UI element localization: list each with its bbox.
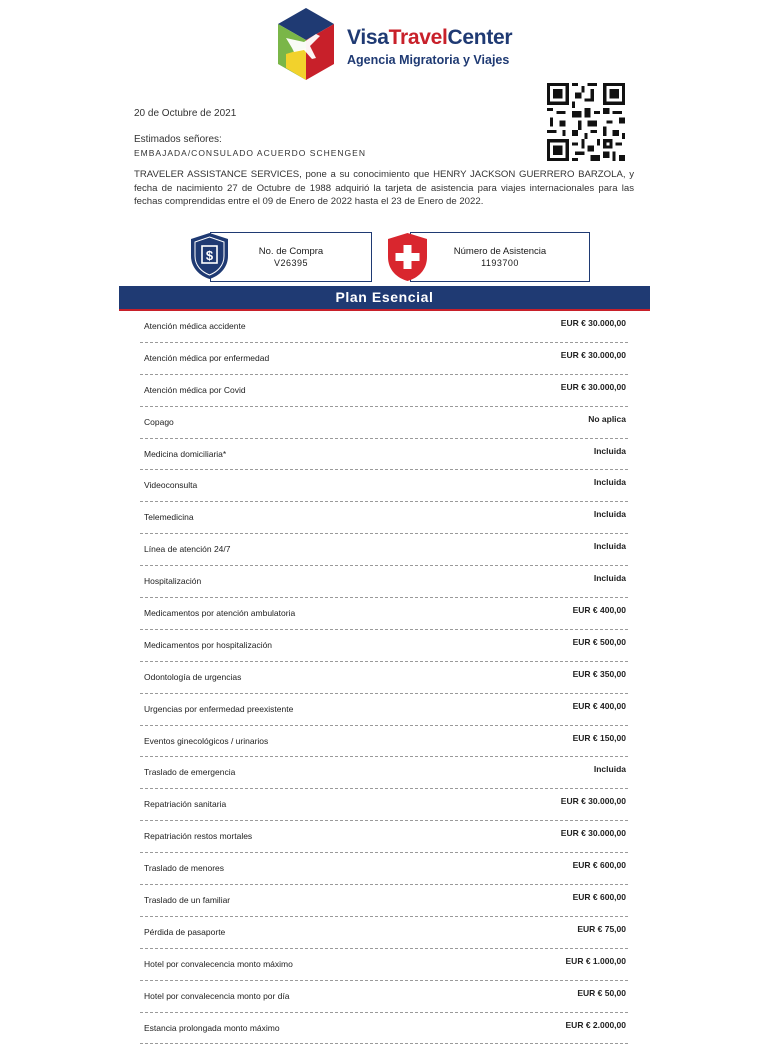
coverage-label: Telemedicina	[144, 512, 194, 523]
coverage-value: EUR € 600,00	[572, 860, 626, 871]
medical-cross-shield-icon	[386, 232, 429, 282]
coverage-row	[140, 757, 628, 789]
coverage-value: No aplica	[588, 413, 626, 424]
coverage-label: Medicamentos por hospitalización	[144, 639, 273, 650]
company-logo	[276, 8, 513, 82]
coverage-label: Odontología de urgencias	[144, 671, 242, 682]
coverage-row	[140, 470, 628, 502]
coverage-label: Hotel por convalecencia monto máximo	[144, 958, 293, 969]
coverage-row	[140, 566, 628, 598]
coverage-row	[140, 502, 628, 534]
letter-recipient: EMBAJADA/CONSULADO ACUERDO SCHENGEN	[134, 148, 366, 158]
brand-name: VisaTravelCenter	[347, 26, 513, 49]
coverage-row	[140, 1013, 628, 1044]
purchase-number-box	[210, 232, 372, 282]
coverage-value: EUR € 75,00	[577, 923, 626, 934]
coverage-value: EUR € 2.000,00	[565, 1019, 626, 1030]
coverage-value: EUR € 30.000,00	[560, 381, 626, 392]
coverage-label: Traslado de menores	[144, 863, 225, 874]
coverage-row	[140, 630, 628, 662]
coverage-label: Traslado de un familiar	[144, 895, 231, 906]
purchase-number-value: V26395	[273, 258, 309, 268]
svg-text:$: $	[205, 248, 214, 263]
coverage-row	[140, 311, 628, 343]
coverage-label: Atención médica por Covid	[144, 384, 246, 395]
coverage-value: EUR € 30.000,00	[560, 796, 626, 807]
coverage-label: Videoconsulta	[144, 480, 198, 491]
coverage-row	[140, 885, 628, 917]
coverage-row	[140, 853, 628, 885]
coverage-value: EUR € 150,00	[572, 732, 626, 743]
letter-greeting: Estimados señores:	[134, 134, 222, 145]
coverage-label: Medicina domiciliaria*	[144, 448, 227, 459]
coverage-label: Urgencias por enfermedad preexistente	[144, 703, 294, 714]
qr-code-icon	[547, 83, 625, 161]
coverage-label: Pérdida de pasaporte	[144, 926, 226, 937]
coverage-value: EUR € 1.000,00	[565, 955, 626, 966]
coverage-label: Hospitalización	[144, 576, 202, 587]
coverage-value: Incluida	[593, 573, 626, 584]
letter-body: TRAVELER ASSISTANCE SERVICES, pone a su conocimiento que HENRY JACKSON GUERRERO BARZOLA, y fecha de nacimiento 27 de Octubre de 1988 adquirió la tarjeta de asistencia para viajes internacionales para las fechas comprendidas entre el 09 de Enero de 2022 hasta el 23 de Enero de 2022.	[134, 169, 634, 207]
coverage-label: Atención médica accidente	[144, 321, 246, 331]
coverage-label: Estancia prolongada monto máximo	[144, 1022, 280, 1033]
coverage-label: Eventos ginecológicos / urinarios	[144, 735, 269, 746]
coverage-row	[140, 821, 628, 853]
brand-tagline: Agencia Migratoria y Viajes	[347, 53, 510, 67]
assistance-number-box	[410, 232, 590, 282]
coverage-row	[140, 726, 628, 758]
plan-banner	[119, 286, 650, 311]
coverage-value: EUR € 400,00	[572, 605, 626, 616]
assistance-number-value: 1193700	[481, 258, 519, 268]
coverage-row	[140, 407, 628, 439]
coverage-label: Repatriación restos mortales	[144, 831, 253, 842]
coverage-value: EUR € 30.000,00	[560, 318, 626, 328]
coverage-row	[140, 534, 628, 566]
coverage-list	[140, 311, 628, 1044]
coverage-value: EUR € 30.000,00	[560, 828, 626, 839]
coverage-row	[140, 949, 628, 981]
coverage-row	[140, 343, 628, 375]
coverage-label: Medicamentos por atención ambulatoria	[144, 608, 296, 619]
coverage-value: Incluida	[593, 445, 626, 456]
coverage-label: Atención médica por enfermedad	[144, 352, 270, 363]
coverage-label: Copago	[144, 416, 174, 427]
coverage-label: Repatriación sanitaria	[144, 799, 227, 810]
coverage-value: EUR € 350,00	[572, 668, 626, 679]
purchase-number-label: No. de Compra	[258, 246, 324, 257]
coverage-row	[140, 598, 628, 630]
coverage-row	[140, 917, 628, 949]
coverage-row	[140, 694, 628, 726]
plan-title: Plan Esencial	[335, 289, 434, 305]
coverage-value: Incluida	[593, 541, 626, 552]
coverage-label: Hotel por convalecencia monto por día	[144, 990, 290, 1001]
coverage-value: EUR € 400,00	[572, 700, 626, 711]
coverage-row	[140, 789, 628, 821]
cube-airplane-logo-icon	[276, 8, 336, 80]
coverage-row	[140, 981, 628, 1013]
coverage-row	[140, 439, 628, 471]
dollar-shield-icon	[189, 232, 230, 280]
coverage-value: EUR € 50,00	[577, 987, 626, 998]
coverage-value: EUR € 30.000,00	[560, 349, 626, 360]
coverage-value: EUR € 500,00	[572, 636, 626, 647]
coverage-row	[140, 662, 628, 694]
coverage-label: Traslado de emergencia	[144, 767, 236, 778]
coverage-label: Línea de atención 24/7	[144, 544, 231, 555]
assistance-number-label: Número de Asistencia	[453, 246, 547, 257]
coverage-value: Incluida	[593, 477, 626, 488]
coverage-value: EUR € 600,00	[572, 892, 626, 903]
coverage-value: Incluida	[593, 509, 626, 520]
letter-date: 20 de Octubre de 2021	[134, 108, 237, 119]
coverage-row	[140, 375, 628, 407]
coverage-value: Incluida	[593, 764, 626, 775]
